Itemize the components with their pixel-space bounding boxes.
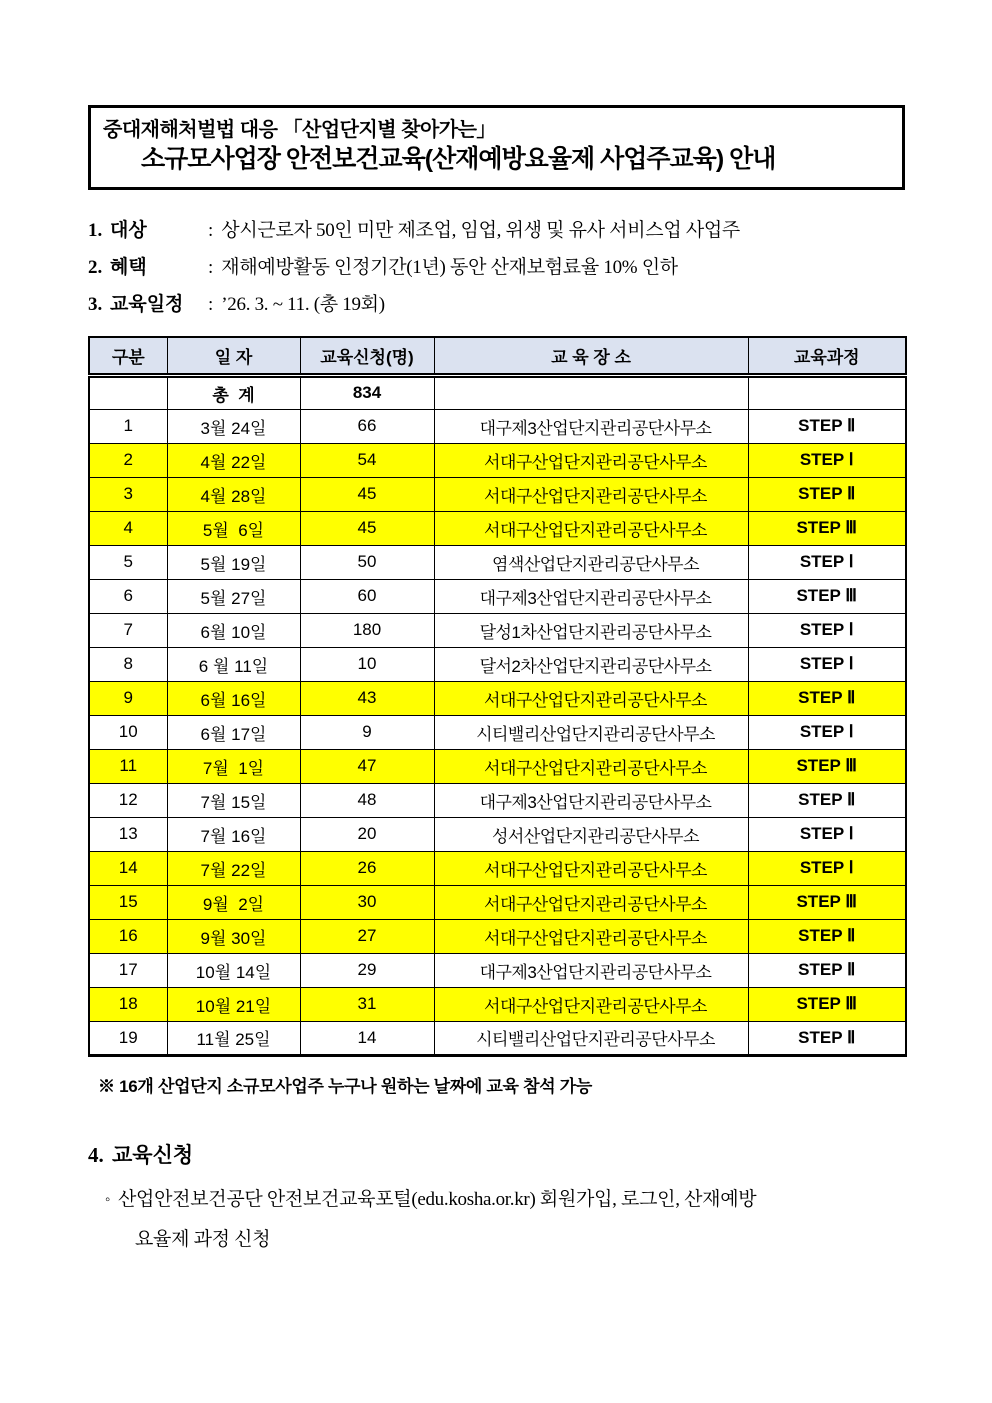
title-subtitle: 중대재해처벌법 대응 「산업단지별 찾아가는」 <box>103 119 496 141</box>
table-row <box>89 443 906 477</box>
table-row <box>89 885 906 919</box>
cell-count: 10 <box>300 647 434 681</box>
cell-course: STEP Ⅰ <box>748 443 906 477</box>
item-number: 2. <box>88 257 103 278</box>
cell-course: STEP Ⅰ <box>748 851 906 885</box>
table-row <box>89 953 906 987</box>
cell-no: 19 <box>89 1021 167 1055</box>
cell-date: 3월 24일 <box>167 409 300 443</box>
total-empty-place <box>434 375 748 409</box>
cell-no: 4 <box>89 511 167 545</box>
cell-place: 서대구산업단지관리공단사무소 <box>434 477 748 511</box>
section-apply <box>88 1141 905 1260</box>
schedule-table-body <box>89 375 906 1055</box>
total-empty-no <box>89 375 167 409</box>
cell-course: STEP Ⅱ <box>748 477 906 511</box>
cell-course: STEP Ⅰ <box>748 545 906 579</box>
cell-place: 대구제3산업단지관리공단사무소 <box>434 409 748 443</box>
cell-count: 47 <box>300 749 434 783</box>
table-row <box>89 511 906 545</box>
summary-items <box>88 212 905 323</box>
table-header <box>89 337 906 375</box>
cell-course: STEP Ⅱ <box>748 409 906 443</box>
cell-count: 180 <box>300 613 434 647</box>
cell-count: 20 <box>300 817 434 851</box>
section-title: 교육신청 <box>112 1142 194 1167</box>
cell-date: 4월 22일 <box>167 443 300 477</box>
item-schedule <box>88 286 905 323</box>
cell-place: 서대구산업단지관리공단사무소 <box>434 443 748 477</box>
cell-no: 3 <box>89 477 167 511</box>
cell-no: 11 <box>89 749 167 783</box>
cell-course: STEP Ⅲ <box>748 579 906 613</box>
cell-place: 시티밸리산업단지관리공단사무소 <box>434 715 748 749</box>
cell-no: 18 <box>89 987 167 1021</box>
cell-date: 4월 28일 <box>167 477 300 511</box>
table-row <box>89 715 906 749</box>
table-row <box>89 579 906 613</box>
cell-place: 성서산업단지관리공단사무소 <box>434 817 748 851</box>
cell-count: 30 <box>300 885 434 919</box>
cell-count: 43 <box>300 681 434 715</box>
cell-date: 10월 21일 <box>167 987 300 1021</box>
table-row <box>89 817 906 851</box>
cell-course: STEP Ⅰ <box>748 715 906 749</box>
total-empty-course <box>748 375 906 409</box>
table-header-row <box>89 337 906 375</box>
item-number: 3. <box>88 294 103 315</box>
total-label: 총 계 <box>167 375 300 409</box>
cell-course: STEP Ⅱ <box>748 783 906 817</box>
total-count: 834 <box>300 375 434 409</box>
circle-bullet-icon: ◦ <box>105 1191 111 1208</box>
table-row <box>89 749 906 783</box>
cell-place: 서대구산업단지관리공단사무소 <box>434 919 748 953</box>
cell-no: 5 <box>89 545 167 579</box>
cell-date: 6월 17일 <box>167 715 300 749</box>
cell-no: 2 <box>89 443 167 477</box>
total-row <box>89 375 906 409</box>
item-benefit <box>88 249 905 286</box>
cell-course: STEP Ⅱ <box>748 681 906 715</box>
item-label: 혜택 <box>110 257 147 278</box>
cell-date: 9월 30일 <box>167 919 300 953</box>
cell-no: 15 <box>89 885 167 919</box>
cell-course: STEP Ⅱ <box>748 953 906 987</box>
item-number: 1. <box>88 220 103 241</box>
title-box <box>88 105 905 190</box>
cell-no: 10 <box>89 715 167 749</box>
cell-date: 10월 14일 <box>167 953 300 987</box>
cell-course: STEP Ⅰ <box>748 647 906 681</box>
header-count: 교육신청(명) <box>300 337 434 375</box>
cell-no: 9 <box>89 681 167 715</box>
cell-date: 6월 16일 <box>167 681 300 715</box>
cell-date: 5월 6일 <box>167 511 300 545</box>
section-apply-body <box>88 1180 905 1260</box>
table-row <box>89 1021 906 1055</box>
table-row <box>89 987 906 1021</box>
cell-date: 7월 22일 <box>167 851 300 885</box>
cell-place: 대구제3산업단지관리공단사무소 <box>434 783 748 817</box>
cell-no: 6 <box>89 579 167 613</box>
item-text: 재해예방활동 인정기간(1년) 동안 산재보험료율 10% 인하 <box>221 257 678 278</box>
cell-count: 50 <box>300 545 434 579</box>
cell-course: STEP Ⅲ <box>748 885 906 919</box>
table-row <box>89 409 906 443</box>
header-date: 일 자 <box>167 337 300 375</box>
cell-place: 염색산업단지관리공단사무소 <box>434 545 748 579</box>
cell-date: 6월 10일 <box>167 613 300 647</box>
item-label: 교육일정 <box>110 294 184 315</box>
cell-count: 26 <box>300 851 434 885</box>
cell-place: 서대구산업단지관리공단사무소 <box>434 511 748 545</box>
cell-count: 45 <box>300 511 434 545</box>
cell-course: STEP Ⅰ <box>748 613 906 647</box>
cell-place: 대구제3산업단지관리공단사무소 <box>434 953 748 987</box>
item-text: ’26. 3. ~ 11. (총 19회) <box>221 294 385 315</box>
header-place: 교 육 장 소 <box>434 337 748 375</box>
cell-course: STEP Ⅱ <box>748 1021 906 1055</box>
table-row <box>89 783 906 817</box>
cell-no: 12 <box>89 783 167 817</box>
cell-date: 5월 27일 <box>167 579 300 613</box>
header-course: 교육과정 <box>748 337 906 375</box>
cell-place: 서대구산업단지관리공단사무소 <box>434 681 748 715</box>
cell-count: 27 <box>300 919 434 953</box>
item-colon: : <box>208 220 214 241</box>
cell-course: STEP Ⅲ <box>748 987 906 1021</box>
cell-no: 17 <box>89 953 167 987</box>
cell-no: 13 <box>89 817 167 851</box>
education-schedule-table <box>88 336 907 1057</box>
cell-place: 달서2차산업단지관리공단사무소 <box>434 647 748 681</box>
cell-count: 29 <box>300 953 434 987</box>
cell-date: 7월 1일 <box>167 749 300 783</box>
section-number: 4. <box>88 1142 104 1167</box>
cell-date: 6 월 11일 <box>167 647 300 681</box>
table-row <box>89 919 906 953</box>
section-apply-heading <box>88 1141 905 1169</box>
cell-date: 7월 16일 <box>167 817 300 851</box>
cell-place: 대구제3산업단지관리공단사무소 <box>434 579 748 613</box>
apply-text-line2: 요율제 과정 신청 <box>135 1228 271 1250</box>
cell-no: 16 <box>89 919 167 953</box>
cell-count: 14 <box>300 1021 434 1055</box>
cell-date: 9월 2일 <box>167 885 300 919</box>
cell-place: 서대구산업단지관리공단사무소 <box>434 885 748 919</box>
item-colon: : <box>208 257 214 278</box>
cell-no: 7 <box>89 613 167 647</box>
cell-no: 1 <box>89 409 167 443</box>
cell-count: 45 <box>300 477 434 511</box>
table-row <box>89 681 906 715</box>
table-row <box>89 647 906 681</box>
table-row <box>89 613 906 647</box>
item-label: 대상 <box>110 220 147 241</box>
cell-date: 11월 25일 <box>167 1021 300 1055</box>
item-colon: : <box>208 294 214 315</box>
cell-no: 14 <box>89 851 167 885</box>
apply-text-line1: 산업안전보건공단 안전보건교육포털(edu.kosha.or.kr) 회원가입, 로그인, 산재예방 <box>118 1188 757 1210</box>
cell-course: STEP Ⅱ <box>748 919 906 953</box>
cell-course: STEP Ⅲ <box>748 749 906 783</box>
apply-line1 <box>105 1180 905 1220</box>
cell-place: 시티밸리산업단지관리공단사무소 <box>434 1021 748 1055</box>
cell-course: STEP Ⅰ <box>748 817 906 851</box>
cell-place: 서대구산업단지관리공단사무소 <box>434 749 748 783</box>
table-row <box>89 851 906 885</box>
cell-place: 달성1차산업단지관리공단사무소 <box>434 613 748 647</box>
cell-count: 54 <box>300 443 434 477</box>
cell-date: 7월 15일 <box>167 783 300 817</box>
cell-count: 31 <box>300 987 434 1021</box>
header-no: 구분 <box>89 337 167 375</box>
item-text: 상시근로자 50인 미만 제조업, 임업, 위생 및 유사 서비스업 사업주 <box>221 220 740 241</box>
cell-count: 48 <box>300 783 434 817</box>
cell-course: STEP Ⅲ <box>748 511 906 545</box>
cell-no: 8 <box>89 647 167 681</box>
table-row <box>89 477 906 511</box>
cell-count: 9 <box>300 715 434 749</box>
footnote: ※ 16개 산업단지 소규모사업주 누구나 원하는 날짜에 교육 참석 가능 <box>98 1076 592 1096</box>
cell-date: 5월 19일 <box>167 545 300 579</box>
cell-count: 60 <box>300 579 434 613</box>
cell-place: 서대구산업단지관리공단사무소 <box>434 987 748 1021</box>
cell-place: 서대구산업단지관리공단사무소 <box>434 851 748 885</box>
item-target <box>88 212 905 249</box>
page-title: 소규모사업장 안전보건교육(산재예방요율제 사업주교육) 안내 <box>141 145 776 173</box>
table-row <box>89 545 906 579</box>
cell-count: 66 <box>300 409 434 443</box>
